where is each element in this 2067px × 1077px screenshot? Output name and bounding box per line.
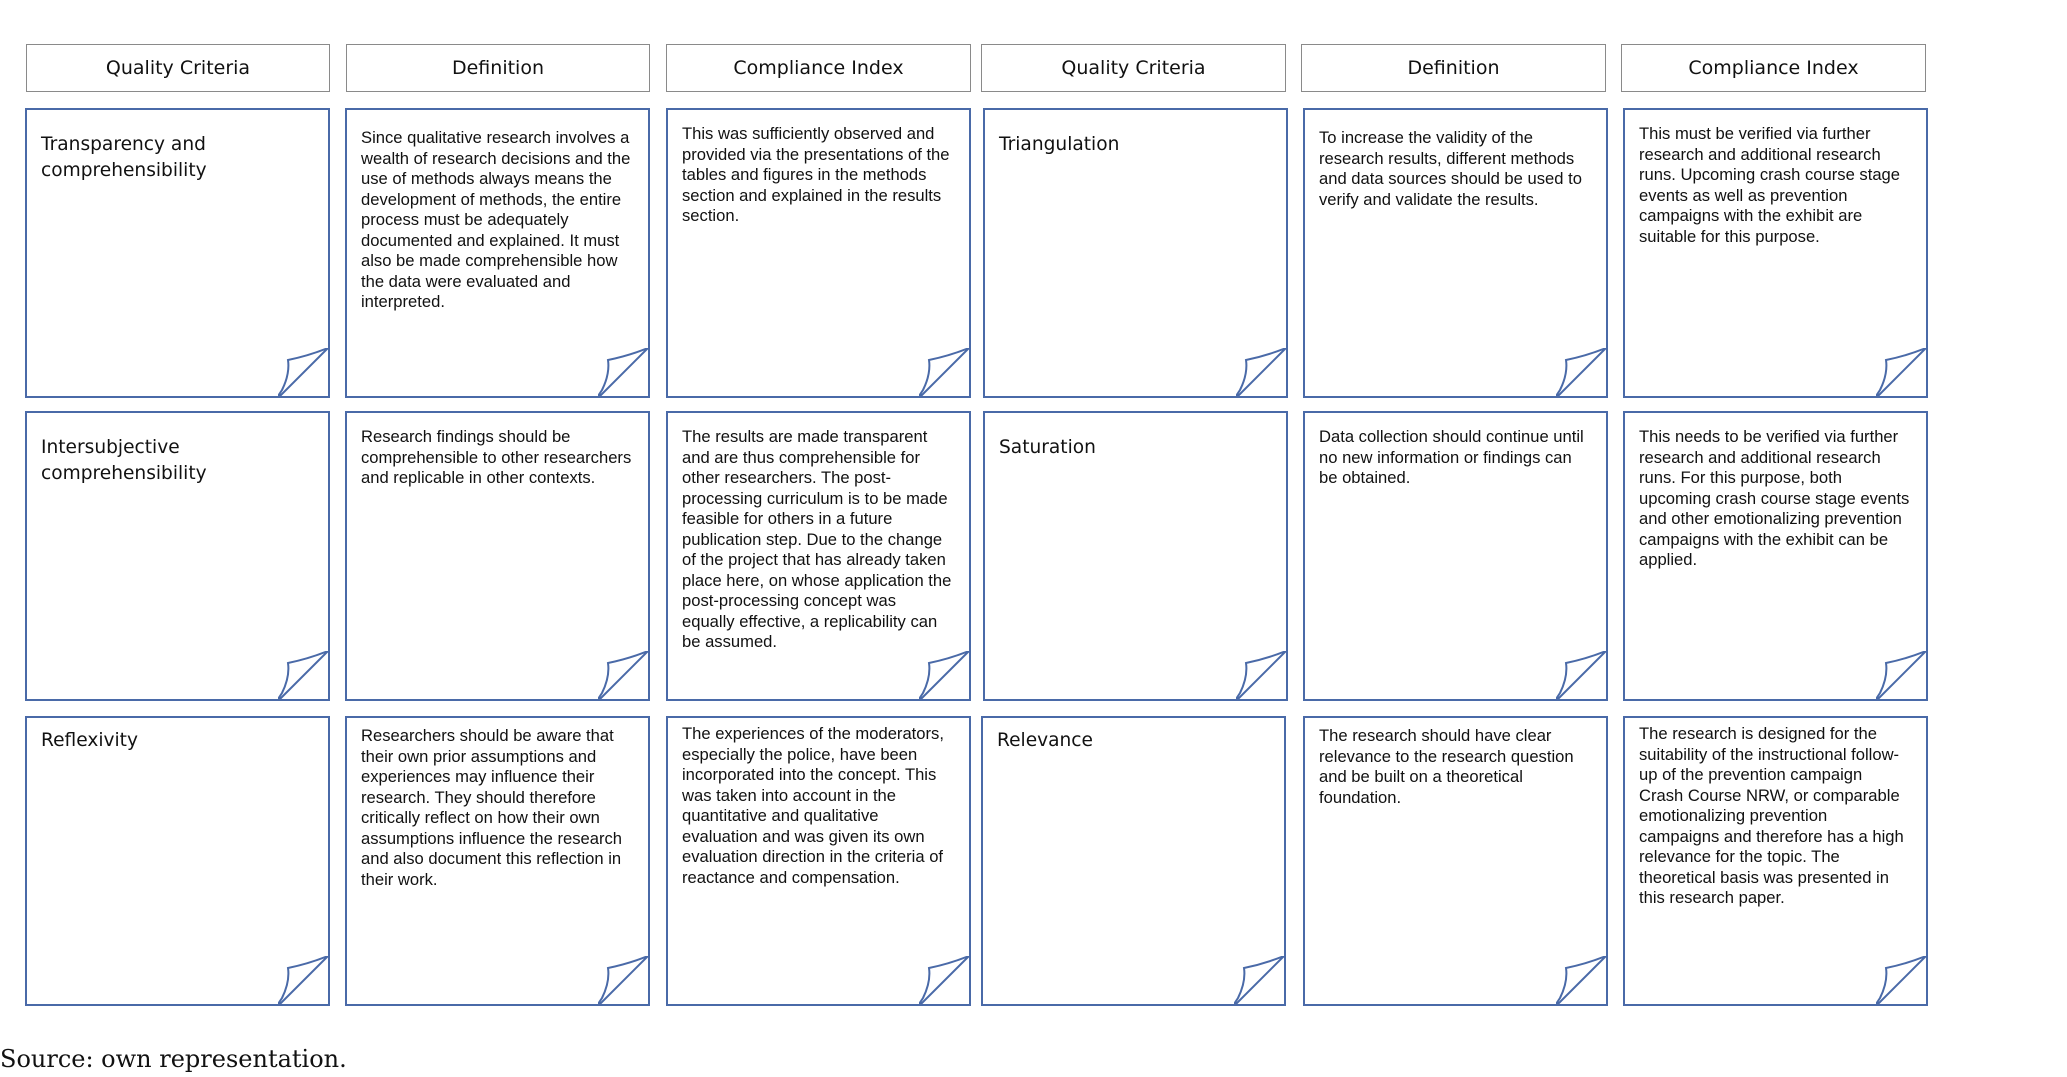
page-curl-icon — [1556, 651, 1608, 701]
note-criteria-transparency — [25, 108, 330, 398]
note-compliance-intersubjective — [666, 411, 971, 701]
header-compliance-index-left: Compliance Index — [666, 44, 971, 92]
header-quality-criteria-left: Quality Criteria — [26, 44, 330, 92]
page-curl-icon — [598, 651, 650, 701]
definition-text: Data collection should continue until no new information or findings can be obtained. — [1319, 427, 1584, 487]
criteria-label: Reflexivity — [41, 730, 138, 751]
page-curl-icon — [1876, 956, 1928, 1006]
compliance-text: This must be verified via further research and additional research runs. Upcoming crash course stage events as well as prevention campaigns with the exhibit are suitable for this purpose. — [1639, 124, 1901, 246]
page-curl-icon — [278, 956, 330, 1006]
page-curl-icon — [598, 348, 650, 398]
page-curl-icon — [598, 956, 650, 1006]
note-definition-relevance — [1303, 716, 1608, 1006]
compliance-text: This was sufficiently observed and provided via the presentations of the tables and figures in the methods section and explained in the results section. — [682, 124, 950, 225]
source-caption: Source: own representation. — [0, 1045, 347, 1073]
note-criteria-saturation — [983, 411, 1288, 701]
note-definition-transparency — [345, 108, 650, 398]
page-curl-icon — [1236, 651, 1288, 701]
header-quality-criteria-right: Quality Criteria — [981, 44, 1286, 92]
note-criteria-triangulation — [983, 108, 1288, 398]
page-curl-icon — [1556, 956, 1608, 1006]
page-curl-icon — [1876, 651, 1928, 701]
header-definition-right: Definition — [1301, 44, 1606, 92]
criteria-label: Intersubjective comprehensibility — [41, 437, 207, 484]
header-definition-left: Definition — [346, 44, 650, 92]
criteria-label: Transparency and comprehensibility — [41, 134, 207, 181]
page-curl-icon — [919, 956, 971, 1006]
compliance-text: The research is designed for the suitability of the instructional follow-up of the prevention campaign Crash Course NRW, or comparable emotionalizing prevention campaigns and therefore has a high relevance for the topic. The theoretical basis was presented in this research paper. — [1639, 724, 1904, 907]
page-curl-icon — [1236, 348, 1288, 398]
definition-text: The research should have clear relevance to the research question and be built on a theoretical foundation. — [1319, 726, 1574, 807]
criteria-label: Triangulation — [999, 134, 1120, 155]
note-definition-triangulation — [1303, 108, 1608, 398]
definition-text: Research findings should be comprehensible to other researchers and replicable in other contexts. — [361, 427, 632, 487]
criteria-label: Relevance — [997, 730, 1093, 751]
definition-text: To increase the validity of the research results, different methods and data sources should be used to verify and validate the results. — [1319, 128, 1582, 209]
note-criteria-intersubjective — [25, 411, 330, 701]
note-definition-reflexivity — [345, 716, 650, 1006]
note-criteria-reflexivity — [25, 716, 330, 1006]
page-curl-icon — [1556, 348, 1608, 398]
note-compliance-relevance — [1623, 716, 1928, 1006]
note-compliance-triangulation — [1623, 108, 1928, 398]
definition-text: Researchers should be aware that their own prior assumptions and experiences may influence their research. They should therefore critically reflect on how their own assumptions influence the research and also document this reflection in their work. — [361, 726, 623, 889]
compliance-text: The experiences of the moderators, especially the police, have been incorporated into the concept. This was taken into account in the quantitative and qualitative evaluation and was given its own evaluation direction in the criteria of reactance and compensation. — [682, 724, 944, 887]
compliance-text: The results are made transparent and are thus comprehensible for other researchers. The post-processing curriculum is to be made feasible for others in a future publication step. Due to the change of the project that has already taken place here, on whose application the post-processing concept was equally effective, a replicability can be assumed. — [682, 427, 952, 651]
note-definition-saturation — [1303, 411, 1608, 701]
page-curl-icon — [278, 348, 330, 398]
page-curl-icon — [919, 651, 971, 701]
definition-text: Since qualitative research involves a wealth of research decisions and the use of methods always means the development of methods, the entire process must be adequately documented and explained. It must also be made comprehensible how the data were evaluated and interpreted. — [361, 128, 631, 311]
page-curl-icon — [1876, 348, 1928, 398]
page-curl-icon — [919, 348, 971, 398]
page-curl-icon — [278, 651, 330, 701]
note-criteria-relevance — [981, 716, 1286, 1006]
criteria-label: Saturation — [999, 437, 1096, 458]
note-compliance-reflexivity — [666, 716, 971, 1006]
page-curl-icon — [1234, 956, 1286, 1006]
note-compliance-transparency — [666, 108, 971, 398]
note-compliance-saturation — [1623, 411, 1928, 701]
header-compliance-index-right: Compliance Index — [1621, 44, 1926, 92]
note-definition-intersubjective — [345, 411, 650, 701]
compliance-text: This needs to be verified via further research and additional research runs. For this purpose, both upcoming crash course stage events and other emotionalizing prevention campaigns with the exhibit can be applied. — [1639, 427, 1910, 569]
